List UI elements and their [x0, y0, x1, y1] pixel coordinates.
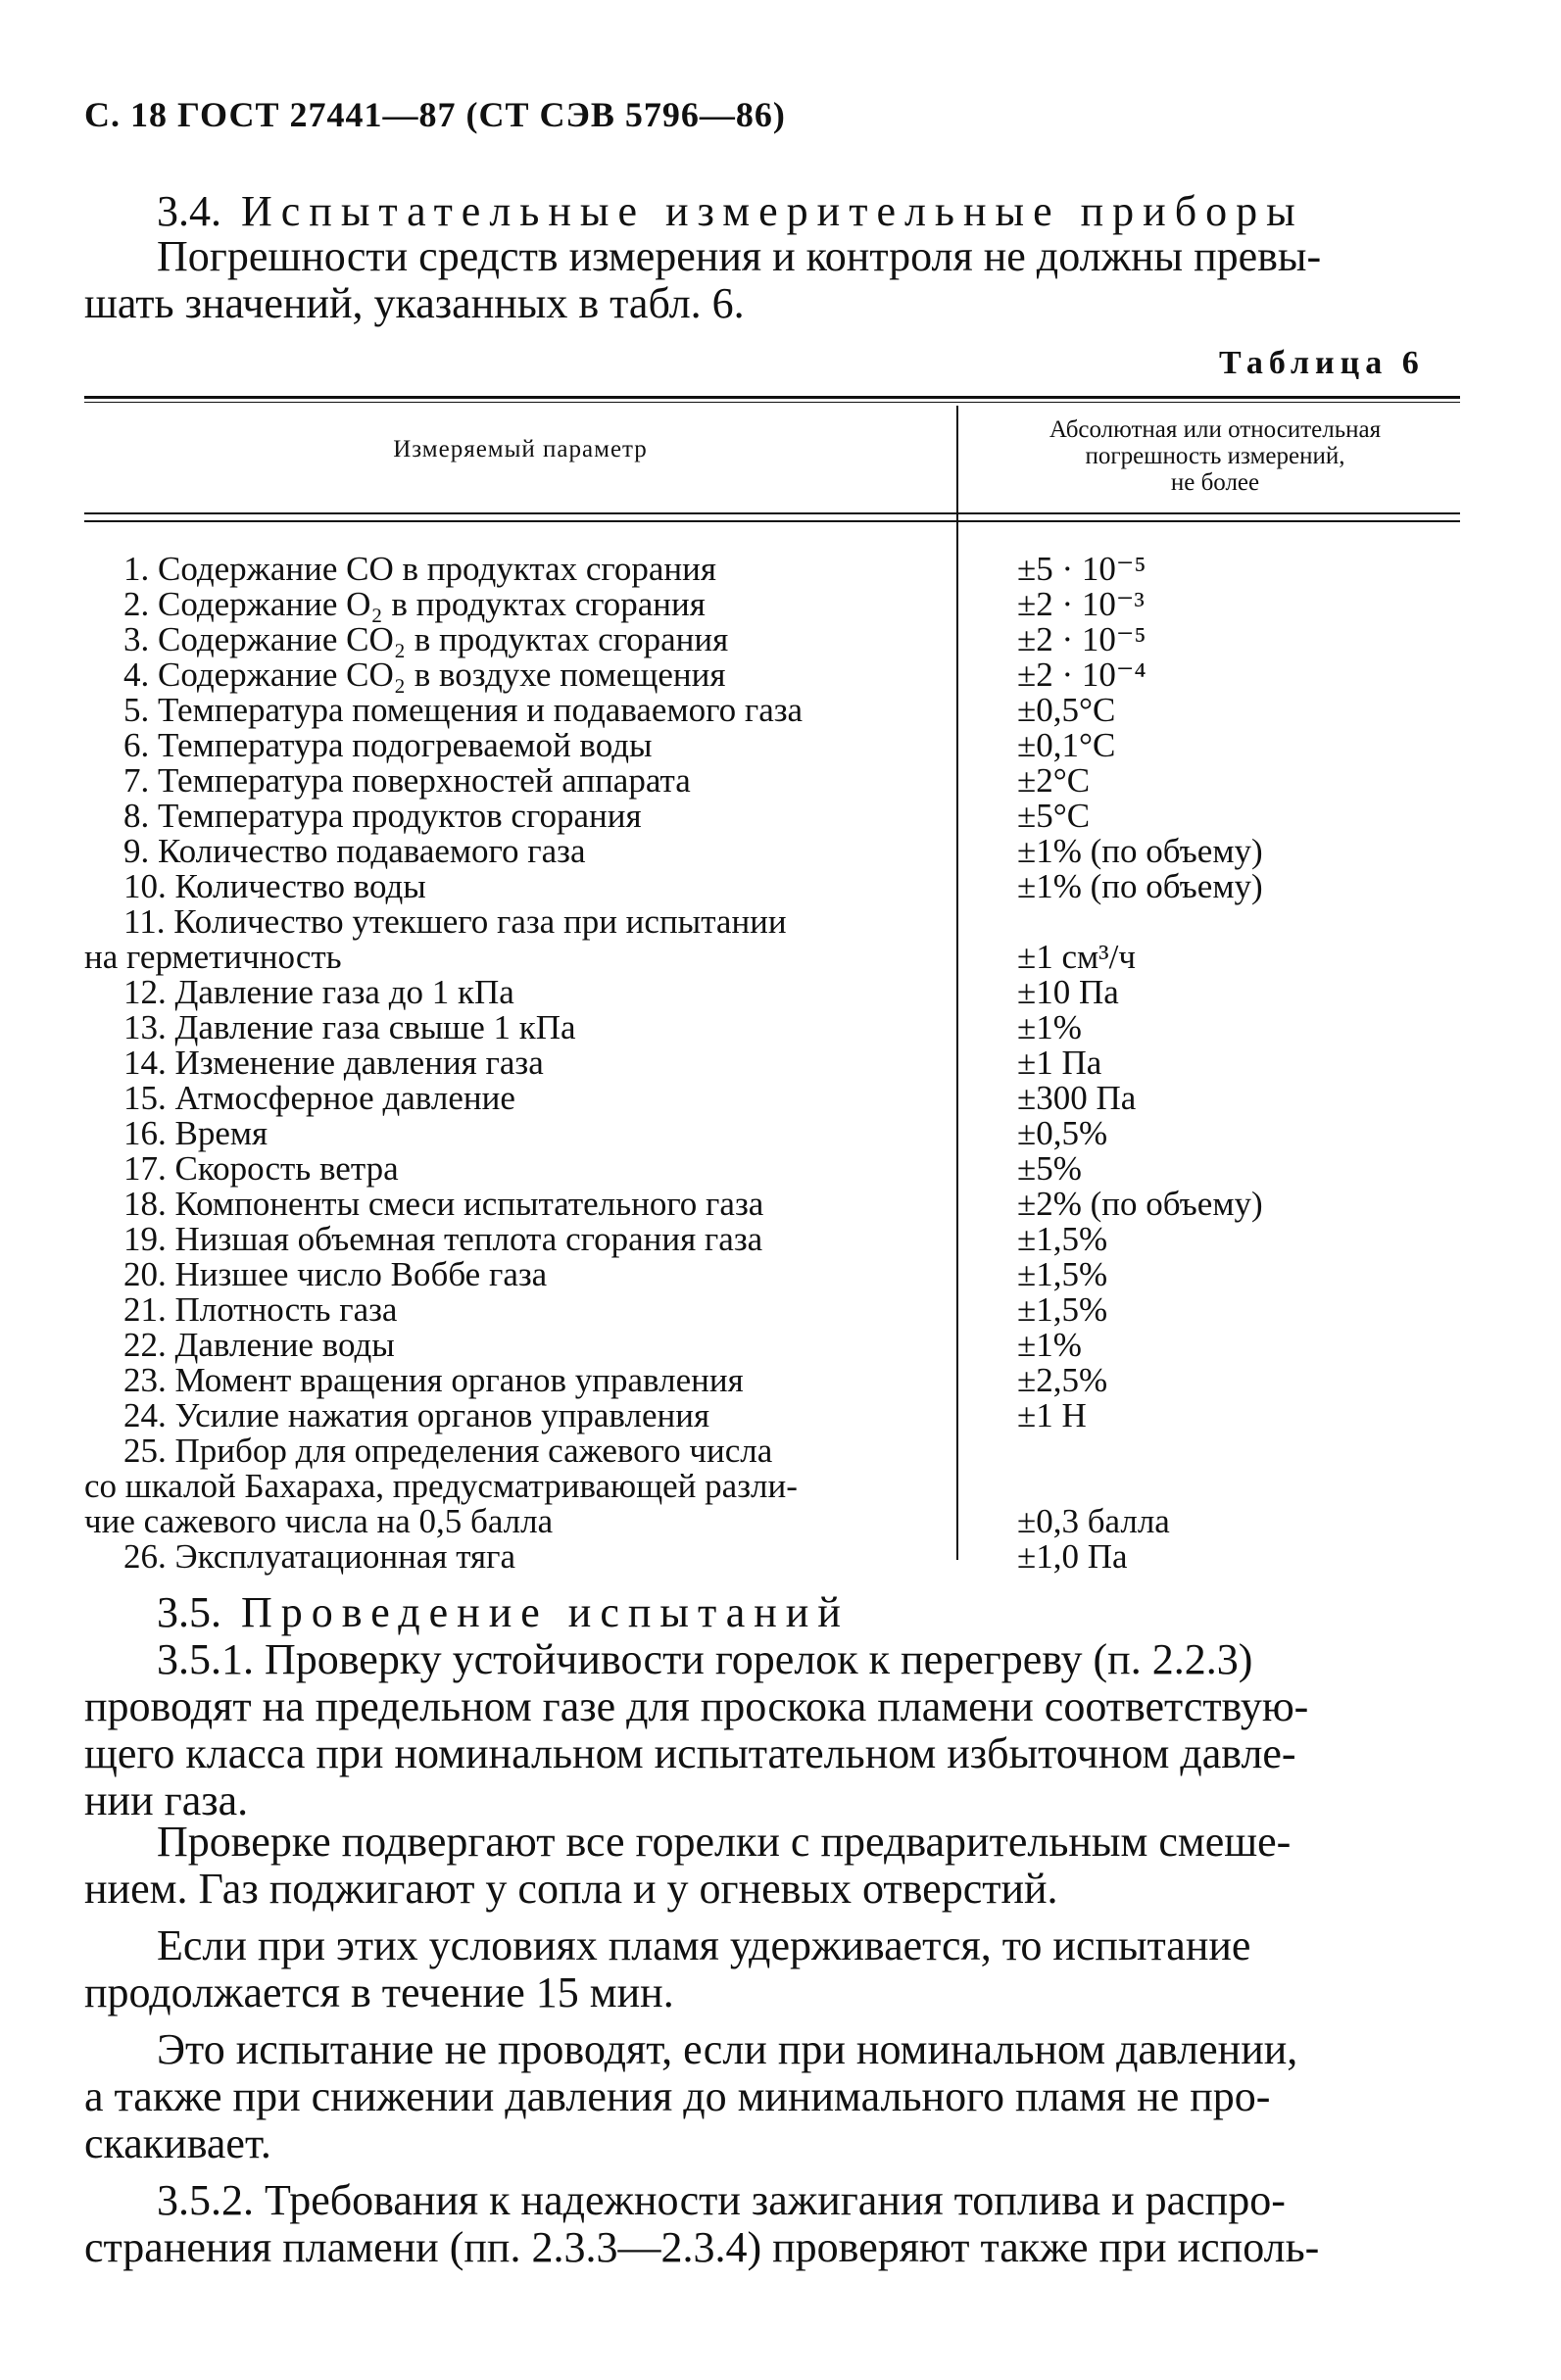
table-row: [84, 975, 1476, 1010]
section-3-4-number: 3.4.: [157, 187, 221, 235]
row-parameter: 4. Содержание CO₂ в воздухе помещения: [123, 656, 726, 694]
paragraph-line: Проверке подвергают все горелки с предварительным смеше-: [157, 1818, 1292, 1866]
table-row: [84, 1328, 1476, 1363]
table-row: [84, 940, 1476, 975]
row-parameter-line-1: [123, 1433, 937, 1469]
column-header-error-line-3: не более: [1170, 469, 1260, 496]
paragraph-2-first: [157, 1819, 1460, 1866]
paragraph-line: продолжается в течение 15 мин.: [84, 1968, 674, 2016]
table-row: [84, 1504, 1476, 1539]
row-parameter-text: 25. Прибор для определения сажевого числа: [123, 1432, 773, 1470]
row-value: ±0,3 балла: [1017, 1502, 1170, 1540]
row-value: ±0,5%: [1017, 1114, 1108, 1152]
row-parameter: 22. Давление воды: [123, 1326, 395, 1364]
row-parameter: 26. Эксплуатационная тяга: [123, 1537, 516, 1576]
row-value: ±1%: [1017, 1326, 1082, 1364]
row-parameter: 21. Плотность газа: [123, 1290, 398, 1329]
paragraph-2: [84, 1866, 1460, 1913]
row-parameter: 18. Компоненты смеси испытательного газа: [123, 1185, 764, 1223]
row-value: ±1 см³/ч: [1017, 938, 1136, 976]
row-parameter: 6. Температура подогреваемой воды: [123, 726, 653, 764]
table-row: [84, 1257, 1476, 1292]
table-row: [84, 763, 1476, 799]
row-value: ±1%: [1017, 1008, 1082, 1046]
table-caption: Таблица 6: [1219, 345, 1425, 381]
table-row: [84, 1363, 1476, 1398]
row-parameter-line-1: [123, 904, 937, 940]
row-parameter: 19. Низшая объемная теплота сгорания газа: [123, 1220, 763, 1258]
table-row: [84, 693, 1476, 728]
row-value: ±2 · 10⁻³: [1017, 585, 1145, 623]
paragraph-4-first: [157, 2026, 1460, 2073]
row-value: ±1,5%: [1017, 1220, 1108, 1258]
row-parameter: 3. Содержание CO₂ в продуктах сгорания: [123, 620, 729, 658]
row-parameter: 16. Время: [123, 1114, 268, 1152]
header-bottom-rule: [84, 512, 1460, 514]
row-parameter: 10. Количество воды: [123, 867, 426, 905]
table-row: [84, 728, 1476, 763]
table-row: [84, 622, 1476, 657]
table-row: [84, 1187, 1476, 1222]
row-parameter: 15. Атмосферное давление: [123, 1079, 515, 1117]
section-3-4-line-1: Погрешности средств измерения и контроля не должны превы-: [157, 232, 1322, 280]
column-header-parameter: Измеряемый параметр: [393, 436, 648, 462]
row-value: ±2°C: [1017, 761, 1091, 800]
row-parameter: 1. Содержание CO в продуктах сгорания: [123, 550, 716, 588]
table-row: [84, 1433, 1476, 1469]
paragraph-3-5-1-first: [157, 1636, 1460, 1683]
table-body: [84, 552, 1476, 1575]
paragraph-line: 3.5.1. Проверку устойчивости горелок к перегреву (п. 2.2.3): [157, 1635, 1253, 1683]
table-row: [84, 1222, 1476, 1257]
table-row: [84, 869, 1476, 904]
row-value: ±0,1°C: [1017, 726, 1116, 764]
paragraph-3-first: [157, 1922, 1460, 1969]
paragraph-3-5-1: [84, 1683, 1460, 1824]
section-3-4-text-cont: [84, 280, 1460, 327]
header-bottom-rule-2: [84, 520, 1460, 522]
paragraph-line: Это испытание не проводят, если при номинальном давлении,: [157, 2025, 1298, 2073]
paragraph-line: проводят на предельном газе для проскока пламени соответствую-: [84, 1682, 1309, 1730]
row-value: ±5°C: [1017, 797, 1091, 835]
paragraph-line: Если при этих условиях пламя удерживается, то испытание: [157, 1921, 1251, 1969]
row-value: ±2% (по объему): [1017, 1185, 1263, 1223]
column-header-error-line-2: погрешность измерений,: [1085, 443, 1345, 469]
section-3-4-heading: [157, 186, 1304, 236]
table-row: [84, 657, 1476, 693]
row-value: ±1,5%: [1017, 1290, 1108, 1329]
row-parameter: 2. Содержание O₂ в продуктах сгорания: [123, 585, 706, 623]
table-top-rule-thin: [84, 402, 1460, 403]
page-header: С. 18 ГОСТ 27441—87 (СТ СЭВ 5796—86): [84, 95, 786, 134]
table-row: [84, 1539, 1476, 1575]
table-row: [84, 904, 1476, 940]
paragraph-line: странения пламени (пп. 2.3.3—2.3.4) проверяют также при исполь-: [84, 2223, 1320, 2271]
table-top-rule: [84, 396, 1460, 399]
row-parameter: 17. Скорость ветра: [123, 1149, 399, 1188]
row-value: ±10 Па: [1017, 973, 1119, 1011]
table-row: [84, 799, 1476, 834]
section-3-5-heading: [157, 1587, 850, 1637]
paragraph-3-5-2-first: [157, 2177, 1460, 2224]
section-3-4-title: Испытательные измерительные приборы: [241, 187, 1304, 235]
row-parameter: 14. Изменение давления газа: [123, 1044, 544, 1082]
row-value: ±1,5%: [1017, 1255, 1108, 1293]
column-header-error-line-1: Абсолютная или относительная: [1049, 416, 1382, 443]
paragraph-3-5-2: [84, 2224, 1460, 2271]
row-value: ±1% (по объему): [1017, 867, 1263, 905]
table-row: [84, 552, 1476, 587]
table-row: [84, 1151, 1476, 1187]
paragraph-4: [84, 2073, 1460, 2167]
table-row: [84, 1045, 1476, 1081]
row-parameter: 8. Температура продуктов сгорания: [123, 797, 642, 835]
row-value: ±300 Па: [1017, 1079, 1137, 1117]
row-parameter: 12. Давление газа до 1 кПа: [123, 973, 514, 1011]
table-row: [84, 1292, 1476, 1328]
row-value: ±1 Н: [1017, 1396, 1087, 1434]
paragraph-line: скакивает.: [84, 2119, 271, 2167]
row-value: ±5 · 10⁻⁵: [1017, 550, 1146, 588]
table-row: [84, 1116, 1476, 1151]
row-value: ±2 · 10⁻⁴: [1017, 656, 1146, 694]
row-parameter: 5. Температура помещения и подаваемого газа: [123, 691, 804, 729]
paragraph-line: нием. Газ поджигают у сопла и у огневых отверстий.: [84, 1865, 1058, 1913]
section-3-4-line-2: шать значений, указанных в табл. 6.: [84, 279, 745, 327]
row-parameter-line-3: чие сажевого числа на 0,5 балла: [84, 1502, 554, 1540]
paragraph-line: щего класса при номинальном испытательном избыточном давле-: [84, 1729, 1296, 1777]
paragraph-3: [84, 1969, 1460, 2016]
paragraph-line: а также при снижении давления до минимального пламя не про-: [84, 2072, 1271, 2120]
table-row: [84, 1081, 1476, 1116]
row-parameter: 9. Количество подаваемого газа: [123, 832, 586, 870]
row-value: ±1,0 Па: [1017, 1537, 1128, 1576]
row-parameter: 24. Усилие нажатия органов управления: [123, 1396, 710, 1434]
row-value: ±1% (по объему): [1017, 832, 1263, 870]
row-parameter-line-2: на герметичность: [84, 938, 342, 976]
row-value: ±1 Па: [1017, 1044, 1102, 1082]
row-value: ±0,5°C: [1017, 691, 1116, 729]
row-value: ±2,5%: [1017, 1361, 1108, 1399]
table-row: [84, 1010, 1476, 1045]
table-row: [84, 834, 1476, 869]
table-row: [84, 587, 1476, 622]
section-3-5-title: Проведение испытаний: [241, 1588, 850, 1636]
row-value: ±2 · 10⁻⁵: [1017, 620, 1146, 658]
row-parameter: 23. Момент вращения органов управления: [123, 1361, 744, 1399]
row-parameter-text: 11. Количество утекшего газа при испытании: [123, 902, 787, 941]
paragraph-line: нии газа.: [84, 1776, 249, 1824]
row-parameter: 20. Низшее число Воббе газа: [123, 1255, 548, 1293]
row-value: ±5%: [1017, 1149, 1082, 1188]
row-parameter: 13. Давление газа свыше 1 кПа: [123, 1008, 576, 1046]
row-parameter-line-2: со шкалой Бахараха, предусматривающей разли-: [84, 1467, 798, 1505]
table-row: [84, 1469, 1476, 1504]
column-header-error: [970, 416, 1460, 496]
row-parameter: 7. Температура поверхностей аппарата: [123, 761, 691, 800]
table-row: [84, 1398, 1476, 1433]
section-3-4-text: [157, 233, 1460, 280]
section-3-5-number: 3.5.: [157, 1588, 221, 1636]
paragraph-line: 3.5.2. Требования к надежности зажигания топлива и распро-: [157, 2176, 1286, 2224]
